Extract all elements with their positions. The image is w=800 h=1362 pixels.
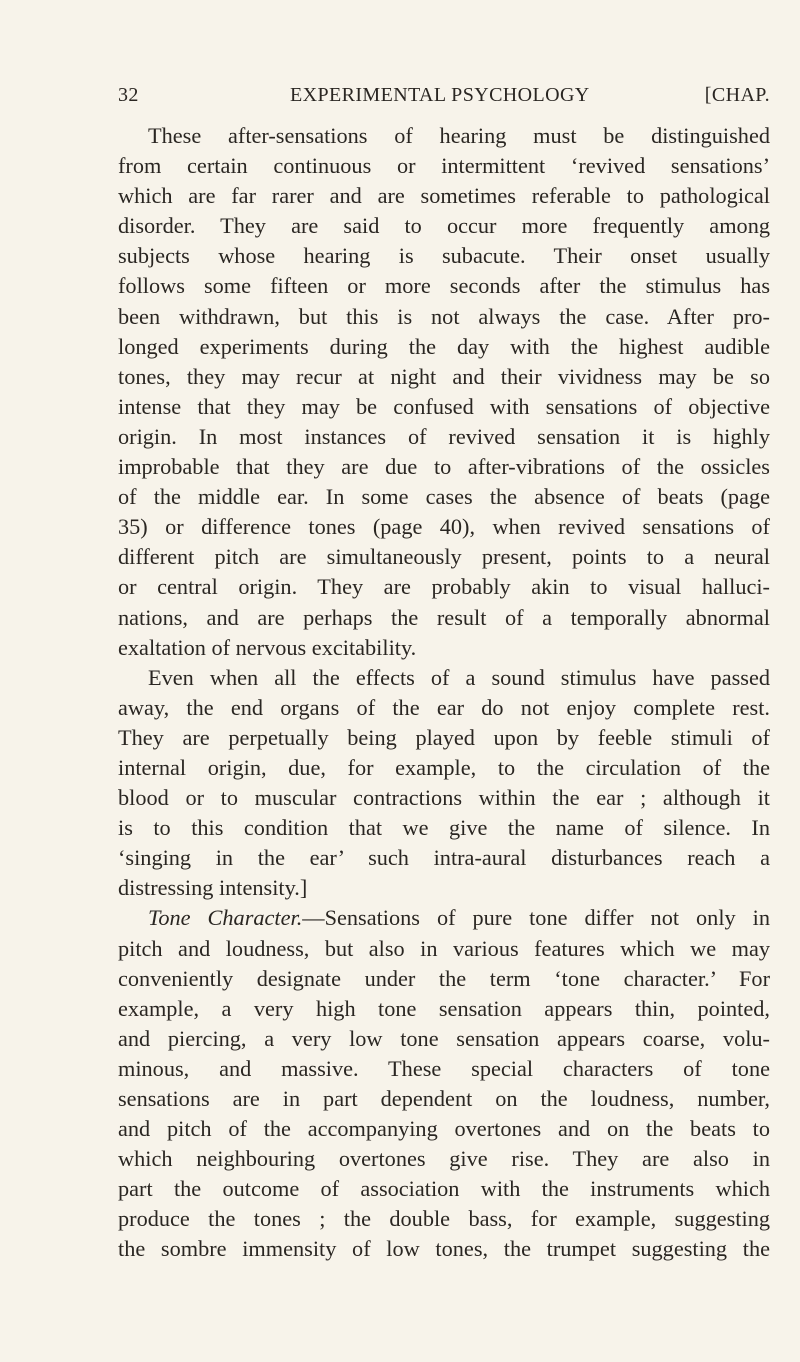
text-line: sensations are in part dependent on the loudness, number,	[118, 1086, 770, 1111]
text-line: 35) or difference tones (page 40), when revived sensations of	[118, 514, 770, 540]
text-line: and pitch of the accompanying overtones and on the beats to	[118, 1116, 770, 1142]
text-line: different pitch are simultaneously present, points to a neural	[118, 544, 770, 570]
text-line	[118, 903, 770, 933]
text-line: exaltation of nervous excitability.	[118, 634, 417, 660]
running-title: EXPERIMENTAL PSYCHOLOGY	[290, 84, 590, 106]
text-line: ‘singing in the ear’ such intra-aural disturbances reach a	[118, 845, 770, 871]
text-line: They are perpetually being played upon by feeble stimuli of	[118, 724, 770, 750]
text-line: longed experiments during the day with the highest audible	[118, 333, 770, 359]
text-line: pitch and loudness, but also in various features which we may	[118, 935, 770, 961]
text-line: or central origin. They are probably akin to visual halluci-	[118, 574, 770, 600]
running-head	[118, 84, 770, 114]
text-line: disorder. They are said to occur more frequently among	[118, 213, 770, 239]
page-number: 32	[118, 84, 139, 106]
text-line: which neighbouring overtones give rise. They are also in	[118, 1146, 770, 1172]
text-line: the sombre immensity of low tones, the trumpet suggesting the	[118, 1236, 770, 1262]
text-line: of the middle ear. In some cases the absence of beats (page	[118, 484, 770, 510]
text-line: is to this condition that we give the name of silence. In	[118, 815, 770, 841]
paragraph-after-sensations	[118, 121, 770, 663]
text-line: been withdrawn, but this is not always the case. After pro-	[118, 303, 770, 329]
text-line: Even when all the effects of a sound stimulus have passed	[148, 664, 770, 690]
text-line: away, the end organs of the ear do not enjoy complete rest.	[118, 694, 770, 720]
text-line: nations, and are perhaps the result of a temporally abnormal	[118, 604, 770, 630]
text-line: produce the tones ; the double bass, for example, suggesting	[118, 1206, 770, 1232]
text-line: origin. In most instances of revived sensation it is highly	[118, 423, 770, 449]
section-heading: Tone Character.	[148, 905, 303, 931]
chapter-mark: [CHAP.	[704, 84, 770, 106]
paragraph-tone-character	[118, 903, 770, 1264]
paragraph-silence	[118, 663, 770, 904]
text-line: and piercing, a very low tone sensation appears coarse, volu-	[118, 1025, 770, 1051]
text-line: follows some fifteen or more seconds after the stimulus has	[118, 273, 770, 299]
text-line: blood or to muscular contractions within the ear ; although it	[118, 785, 770, 811]
text-line: intense that they may be confused with sensations of objective	[118, 393, 770, 419]
text-line: conveniently designate under the term ‘tone character.’ For	[118, 965, 770, 991]
text-line: These after-sensations of hearing must be distinguished	[148, 123, 770, 148]
body-text	[118, 121, 770, 1265]
text-line: subjects whose hearing is subacute. Their onset usually	[118, 243, 770, 269]
text-line: tones, they may recur at night and their vividness may be so	[118, 363, 770, 389]
text-line: example, a very high tone sensation appears thin, pointed,	[118, 995, 770, 1021]
text-line: from certain continuous or intermittent ‘revived sensations’	[118, 153, 770, 179]
section-lead: —Sensations of pure tone differ not only in	[302, 905, 770, 931]
text-line: internal origin, due, for example, to the circulation of the	[118, 754, 770, 780]
text-line: minous, and massive. These special characters of tone	[118, 1055, 770, 1081]
text-line: which are far rarer and are sometimes referable to pathological	[118, 183, 770, 209]
text-line: part the outcome of association with the instruments which	[118, 1176, 770, 1202]
text-line: distressing intensity.]	[118, 875, 308, 901]
text-line: improbable that they are due to after-vibrations of the ossicles	[118, 454, 770, 480]
